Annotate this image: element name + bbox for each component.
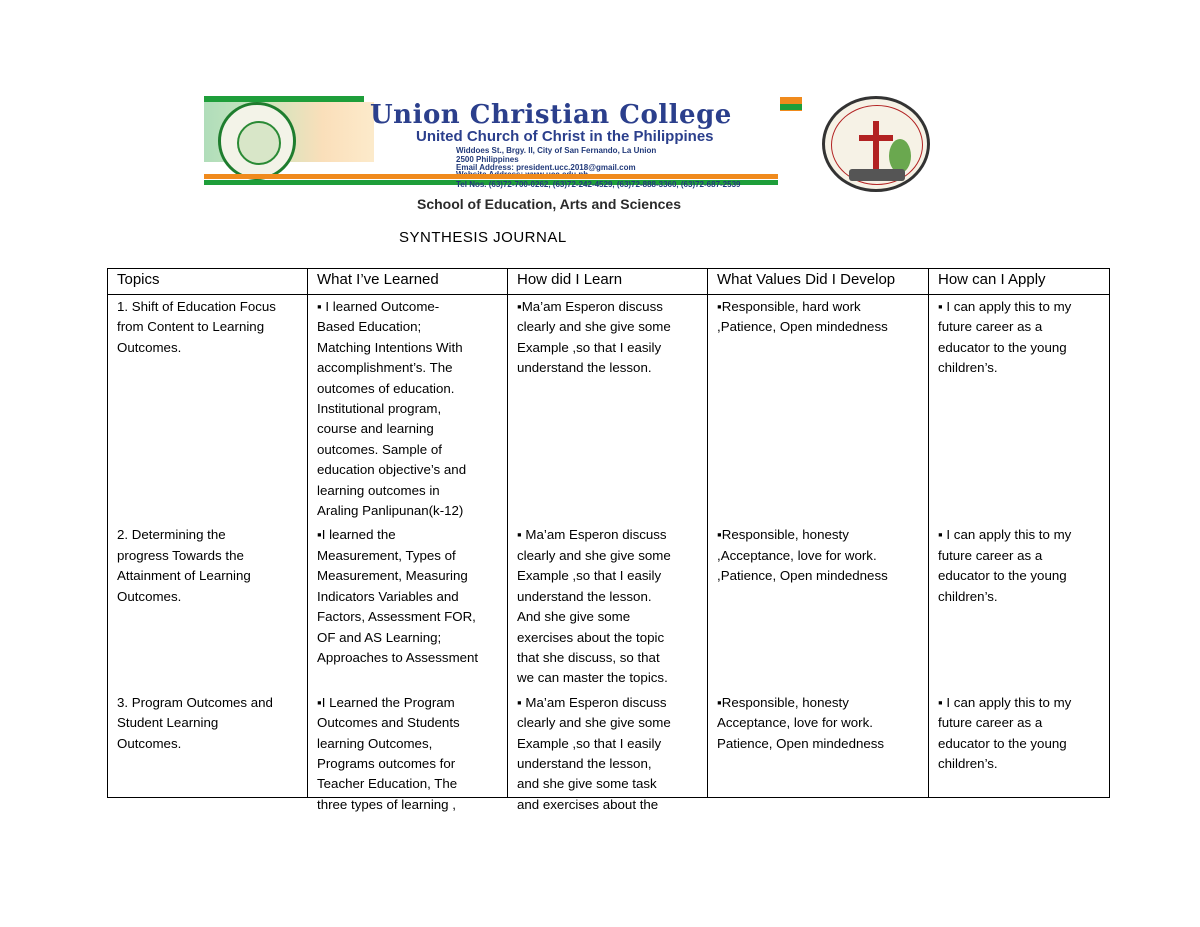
values-text: ▪Responsible, honesty ,Acceptance, love for work. ,Patience, Open mindedness bbox=[717, 527, 888, 584]
values-text: ▪Responsible, hard work ,Patience, Open mindedness bbox=[717, 299, 888, 335]
topic-cell bbox=[108, 691, 308, 798]
school-name: School of Education, Arts and Sciences bbox=[417, 196, 681, 212]
vine-leaf-icon bbox=[889, 139, 911, 173]
address-line: Widdoes St., Brgy. II, City of San Fernando, La Union bbox=[456, 146, 657, 155]
telephone-line: Tel Nos. (63)72-700-0262, (63)72-242-4529, (63)72-888-3360, (63)72-687-2539 bbox=[456, 180, 741, 189]
apply-cell bbox=[929, 295, 1110, 524]
header-how: How did I Learn bbox=[508, 269, 708, 295]
table-row bbox=[108, 523, 1110, 690]
learned-text: ▪I Learned the Program Outcomes and Students learning Outcomes, Programs outcomes for Teacher Education, The three types of learning , bbox=[317, 694, 460, 812]
apply-text: ▪ I can apply this to my future career as a educator to the young children’s. bbox=[938, 299, 1072, 376]
book-icon bbox=[849, 169, 905, 181]
values-cell bbox=[708, 523, 929, 690]
how-cell bbox=[508, 523, 708, 690]
values-text: ▪Responsible, honesty Acceptance, love for work. Patience, Open mindedness bbox=[717, 694, 885, 751]
learned-text: ▪I learned the Measurement, Types of Measurement, Measuring Indicators Variables and Factors, Assessment FOR, OF and AS Learning; Approaches to Assessment bbox=[317, 527, 479, 665]
how-text: ▪ Ma’am Esperon discuss clearly and she give some Example ,so that I easily understand the lesson. And she give some exercises about the topic that she discuss, so that we can master the topics. bbox=[517, 527, 671, 686]
how-cell bbox=[508, 691, 708, 812]
how-text: ▪ Ma’am Esperon discuss clearly and she give some Example ,so that I easily understand the lesson, and she give some task and exercises about the bbox=[517, 694, 671, 812]
table-row bbox=[108, 295, 1110, 524]
topic-text: 3. Program Outcomes and Student Learning Outcomes. bbox=[117, 694, 273, 751]
college-header-banner bbox=[204, 96, 778, 188]
learned-cell bbox=[308, 691, 508, 812]
topic-text: 2. Determining the progress Towards the Attainment of Learning Outcomes. bbox=[117, 527, 251, 604]
journal-title: SYNTHESIS JOURNAL bbox=[399, 229, 567, 246]
learned-text: ▪ I learned Outcome- Based Education; Matching Intentions With accomplishment’s. The outcomes of education. Institutional program, course and learning outcomes. Sample of education objective’s and learning outcomes in Araling Panlipunan(k-12) bbox=[317, 299, 467, 519]
how-text: ▪Ma’am Esperon discuss clearly and she give some Example ,so that I easily understand the lesson. bbox=[517, 299, 671, 376]
church-seal-logo bbox=[822, 96, 930, 192]
learned-cell bbox=[308, 295, 508, 524]
apply-text: ▪ I can apply this to my future career as a educator to the young children’s. bbox=[938, 694, 1072, 771]
header-values: What Values Did I Develop bbox=[708, 269, 929, 295]
email-line: Email Address: president.ucc.2018@gmail.com bbox=[456, 163, 636, 172]
cross-bar bbox=[859, 135, 893, 141]
cross-icon bbox=[873, 121, 879, 171]
postal-line: 2500 Philippines bbox=[456, 155, 519, 164]
college-seal-logo bbox=[218, 102, 296, 180]
table-row bbox=[108, 691, 1110, 798]
apply-cell bbox=[929, 523, 1110, 690]
church-name: United Church of Christ in the Philippines bbox=[416, 128, 714, 145]
header-apply: How can I Apply bbox=[929, 269, 1110, 295]
header-learned: What I’ve Learned bbox=[308, 269, 508, 295]
header-topics: Topics bbox=[108, 269, 308, 295]
how-cell bbox=[508, 295, 708, 524]
header-orange-stripe bbox=[204, 174, 778, 179]
topic-cell bbox=[108, 523, 308, 690]
topic-cell bbox=[108, 295, 308, 524]
apply-text: ▪ I can apply this to my future career as a educator to the young children’s. bbox=[938, 527, 1072, 604]
college-name: Union Christian College bbox=[370, 100, 732, 130]
table-header-row bbox=[108, 269, 1110, 295]
synthesis-journal-table bbox=[107, 268, 1110, 812]
apply-cell bbox=[929, 691, 1110, 798]
values-cell bbox=[708, 295, 929, 524]
learned-cell bbox=[308, 523, 508, 690]
values-cell bbox=[708, 691, 929, 798]
header-green-flag bbox=[780, 104, 802, 110]
topic-text: 1. Shift of Education Focus from Content to Learning Outcomes. bbox=[117, 299, 276, 355]
